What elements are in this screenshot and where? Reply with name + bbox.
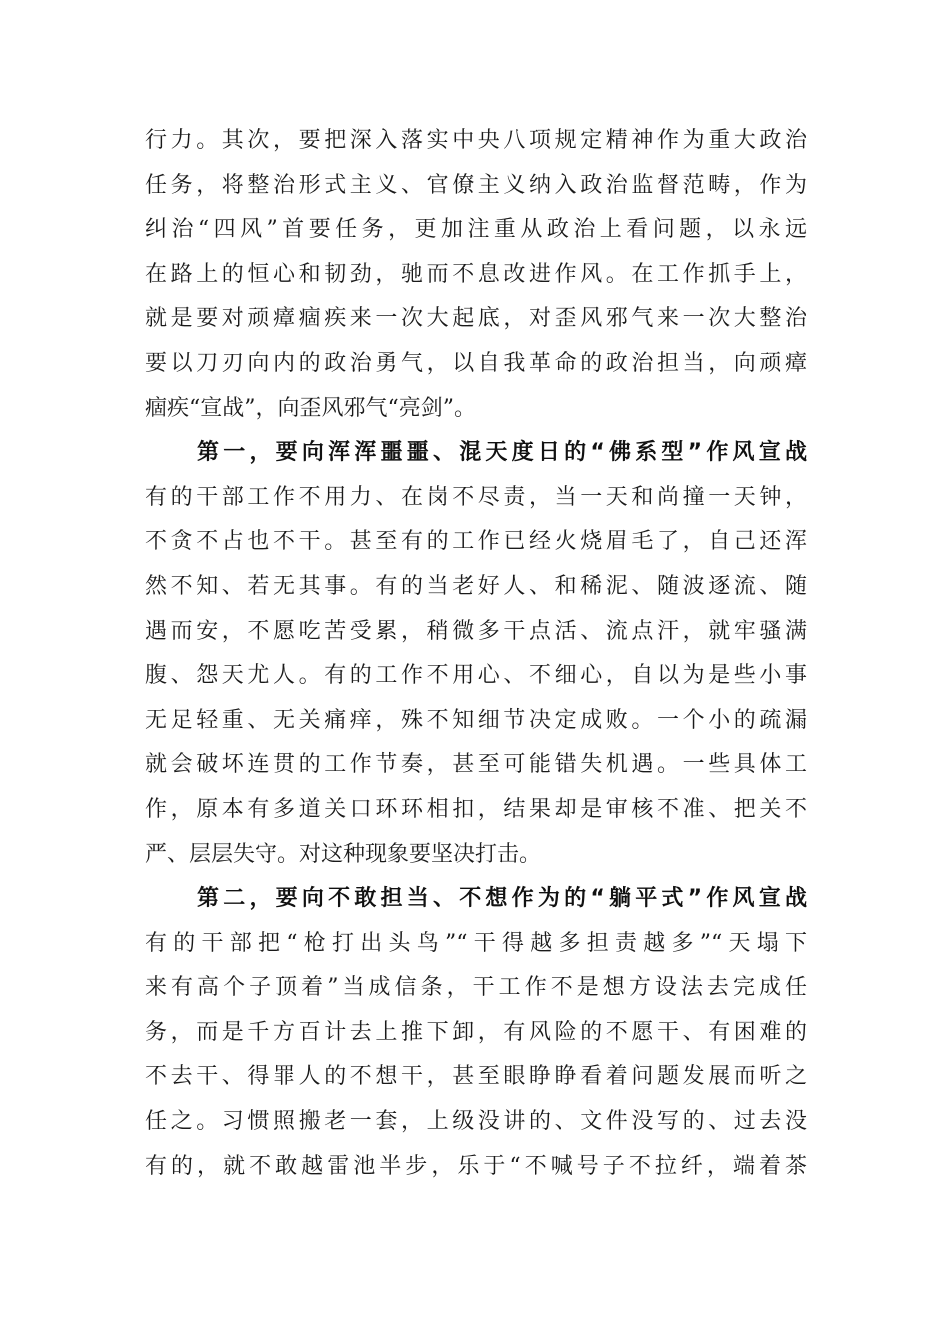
body-text-line: 要以刀刃向内的政治勇气，以自我革命的政治担当，向顽瘴 — [145, 350, 807, 376]
body-text-line: 行力。其次，要把深入落实中央八项规定精神作为重大政治 — [145, 128, 807, 153]
body-text-line: 来有高个子顶着”当成信条，干工作不是想方设法去完成任 — [145, 975, 807, 1001]
body-text-line: 任务，将整治形式主义、官僚主义纳入政治监督范畴，作为 — [145, 172, 807, 198]
body-text-line: 纠治“四风”首要任务，更加注重从政治上看问题，以永远 — [145, 217, 807, 243]
body-text-line: 痼疾“宣战”，向歪风邪气“亮剑”。 — [145, 395, 476, 421]
body-text-line: 然不知、若无其事。有的当老好人、和稀泥、随波逐流、随 — [145, 573, 807, 599]
body-text-line: 遇而安，不愿吃苦受累，稍微多干点活、流点汗，就牢骚满 — [145, 618, 807, 644]
body-text-line: 无足轻重、无关痛痒，殊不知细节决定成败。一个小的疏漏 — [145, 707, 807, 733]
body-text-line: 有的，就不敢越雷池半步，乐于“不喊号子不拉纤，端着茶 — [145, 1153, 807, 1179]
section-heading-2: 第二，要向不敢担当、不想作为的“躺平式”作风宣战 — [197, 886, 807, 912]
body-text-line: 任之。习惯照搬老一套，上级没讲的、文件没写的、过去没 — [145, 1109, 807, 1135]
body-text-line: 作，原本有多道关口环环相扣，结果却是审核不准、把关不 — [145, 796, 807, 822]
body-text-line: 严、层层失守。对这种现象要坚决打击。 — [145, 841, 542, 867]
body-text-line: 腹、怨天尤人。有的工作不用心、不细心，自以为是些小事 — [145, 663, 807, 689]
body-text-line: 有的干部把“枪打出头鸟”“干得越多担责越多”“天塌下 — [145, 930, 807, 956]
section-heading-1: 第一，要向浑浑噩噩、混天度日的“佛系型”作风宣战 — [197, 440, 807, 466]
body-text-line: 有的干部工作不用力、在岗不尽责，当一天和尚撞一天钟， — [145, 484, 807, 510]
body-text-line: 务，而是千方百计去上推下卸，有风险的不愿干、有困难的 — [145, 1019, 807, 1045]
body-text-line: 不去干、得罪人的不想干，甚至眼睁睁看着问题发展而听之 — [145, 1064, 807, 1090]
document-page — [145, 119, 807, 1189]
body-text-line: 在路上的恒心和韧劲，驰而不息改进作风。在工作抓手上， — [145, 261, 807, 287]
body-text-line: 就是要对顽瘴痼疾来一次大起底，对歪风邪气来一次大整治 — [145, 306, 807, 332]
body-text-line: 就会破坏连贯的工作节奏，甚至可能错失机遇。一些具体工 — [145, 752, 807, 778]
body-text-line: 不贪不占也不干。甚至有的工作已经火烧眉毛了，自己还浑 — [145, 529, 807, 555]
